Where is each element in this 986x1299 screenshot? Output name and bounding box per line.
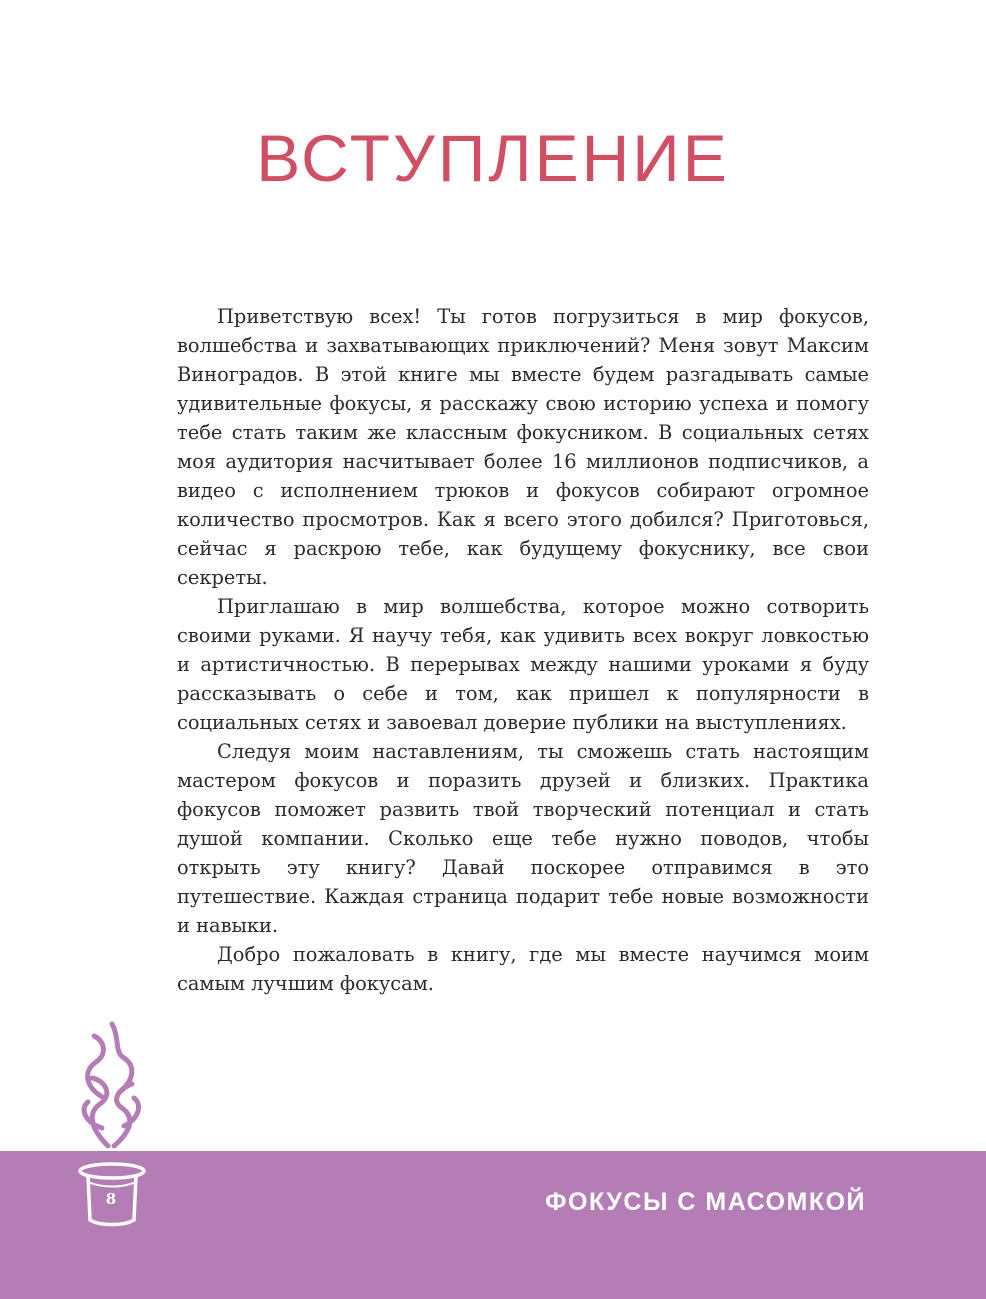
paragraph: Приветствую всех! Ты готов погрузиться в мир фокусов, волшебства и захватывающих приключений? Меня зовут Максим Виноградов. В этой книге мы вместе будем разгадывать самые удивительные фокусы, я расскажу свою историю успеха и помогу тебе стать таким же классным фокусником. В социальных сетях моя аудитория насчитывает более 16 миллионов подписчиков, а видео с исполнением трюков и фокусов собирают огромное количество просмотров. Как я всего этого добился? Приготовься, сейчас я раскрою тебе, как будущему фокуснику, все свои секреты. — [177, 305, 869, 589]
paragraph: Следуя моим наставлениям, ты сможешь стать настоящим мастером фокусов и поразить друзей и близких. Практика фокусов поможет развить твой творческий потенциал и стать душой компании. Сколько еще тебе нужно поводов, чтобы открыть эту книгу? Давай поскорее отправимся в это путешествие. Каждая страница подарит тебе новые возможности и навыки. — [177, 740, 869, 937]
paragraph: Приглашаю в мир волшебства, которое можно сотворить своими руками. Я научу тебя, как удивить всех вокруг ловкостью и артистичностью. В перерывах между нашими уроками я буду рассказывать о себе и том, как пришел к популярности в социальных сетях и завоевал доверие публики на выступлениях. — [177, 595, 869, 734]
book-title: ФОКУСЫ С МАСОМКОЙ — [545, 1188, 866, 1216]
paragraph: Добро пожаловать в книгу, где мы вместе научимся моим самым лучшим фокусам. — [177, 943, 869, 995]
page-number: 8 — [105, 1190, 117, 1208]
body-text — [177, 302, 869, 998]
page-title: ВСТУПЛЕНИЕ — [256, 121, 730, 195]
magic-smoke-icon — [74, 1018, 146, 1150]
